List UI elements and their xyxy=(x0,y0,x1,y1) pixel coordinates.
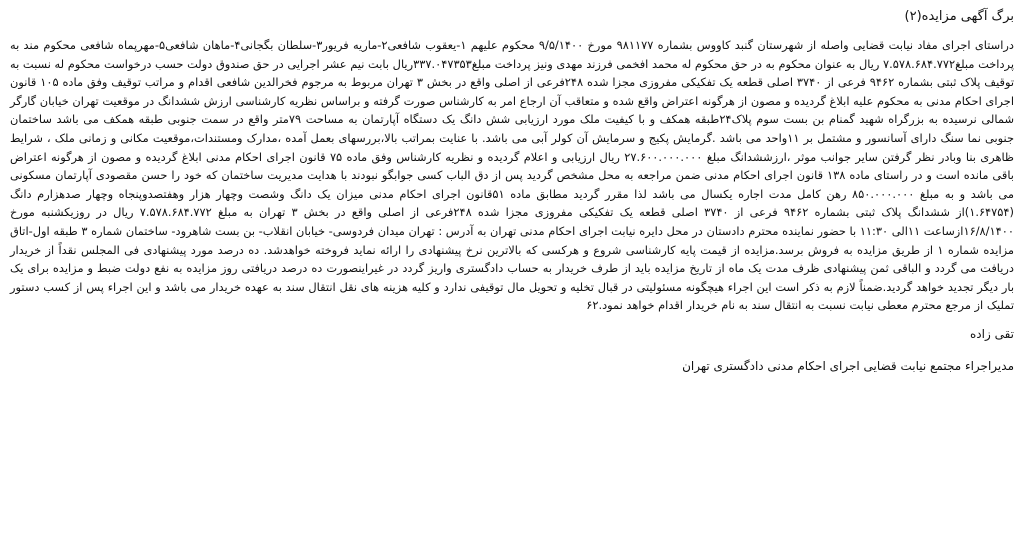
notice-body: دراستای اجرای مفاد نیابت قضایی واصله از شهرستان گنبد کاووس بشماره ۹۸۱۱۷۷ مورخ ۹/۵/۱۴۰۰ محکوم علیهم ۱-یعقوب شافعی۲-ماریه فریور۳-سلطان بگجانی۴-ماهان شافعی۵-مهرپماه شافعی محکوم مند به پرداخت مبلغ۷.۵۷۸.۶۸۴.۷۷۲ ریال به عنوان محکوم به در حق محکوم له محمد افخمی فرزند مهدی ونیز پرداخت مبلغ۳۳۷.۰۴۷۳۵۳ریال بابت نیم عشر اجرایی در حق صندوق دولت حسب درخواست محکوم له نسبت به توقیف پلاک ثبتی بشماره ۹۴۶۲ فرعی از ۳۷۴۰ اصلی قطعه یک تفکیکی مفروزی مجزا شده ۲۴۸فرعی از اصلی واقع در بخش ۳ تهران مربوط به مرجوم فخرالدین شافعی اقدام و مراتب توقیف وفق ماده ۱۰۵ قانون اجرای احکام مدنی به محکوم علیه ابلاغ گردیده و مصون از هرگونه اعتراض واقع شده و متعاقب آن ارجاع امر به کارشناس صورت گرفته و براساس نظریه کارشناسی ارزش ششدانگ در موقعیت تهران خیابان گارگر شمالی نرسیده به بزرگراه شهید گمنام بن بست سوم پلاک۲۴طبقه همکف و با کیفیت ملک مورد ارزیابی شش دانگ یک دستگاه آپارتمان به مساحت ۷۹متر واقع در سمت جنوبی طبقه همکف می باشد ساختمان جنوبی نما سنگ دارای آسانسور و مشتمل بر ۱۱واحد می باشد .گرمایش پکیج و سرمایش آن کولر آبی می باشد. با عنایت بمراتب بالا،بررسهای بعمل آمده ،مدارک ومستندات،موقعیت مکانی و زمانی ملک ، شرایط ظاهری بنا وبادر نظر گرفتن سایر جوانب موثر ،ارزششدانگ مبلغ ۲۷.۶۰۰.۰۰۰.۰۰۰ ریال ارزیابی و اعلام گردیده و نظریه کارشناس وفق ماده ۷۵ قانون اجرای احکام مدنی ابلاغ گردیده و مصون از هرگونه اعتراض باقی مانده است و در راستای ماده ۱۳۸ قانون اجرای احکام مدنی ضمن مراجعه به محل مشخص گردید پس از دق الباب کسی جوابگو نبودند با هدایت مدیریت ساختمان که خود را حسن مقصودی آپارتمان مسکونی می باشد و به مبلغ ۸۵۰.۰۰۰.۰۰۰ رهن کامل مدت اجاره یکسال می باشد لذا مقرر گردید مطابق ماده ۵۱قانون اجرای احکام مدنی میزان یک دانگ وشصت وچهار هزار وهفتصدوپنجاه وچهار صدهزارم دانگ (۱.۶۴۷۵۴)از ششدانگ پلاک ثبتی بشماره ۹۴۶۲ فرعی از ۳۷۴۰ اصلی قطعه یک تفکیکی مفروزی مجزا شده ۲۴۸فرعی از اصلی واقع در بخش ۳ تهران به مبلغ ۷.۵۷۸.۶۸۴.۷۷۲ ریال در روزیکشنبه مورخ ۱۶/۸/۱۴۰۰ازساعت ۱۱الی ۱۱:۳۰ با حضور نماینده محترم دادستان در محل دایره نیابت اجرای احکام مدنی تهران به آدرس : تهران میدان فردوسی- خیابان انقلاب- بن بست شاهرود- ساختمان شماره ۳ طبقه اول-اتاق مزایده شماره ۱ از طریق مزایده به فروش برسد.مزایده از قیمت پایه کارشناسی شروع و هرکسی که بالاترین نرخ پیشنهادی را ارائه نماید فروخته خواهدشد. ده درصد مورد پیشنهادی فی المجلس نقداً از خریدار دریافت می گردد و الباقی ثمن پیشنهادی ظرف مدت یک ماه از تاریخ مزایده باید از طرف خریدار به حساب دادگستری واریز گردد در غیراینصورت ده درصد دریافتی روز مزایده به نفع دولت ضبط و مزایده برای یک بار دیگر تجدید خواهد گردید.ضمناً لازم به ذکر است این اجراء هیچگونه مسئولیتی در قبال تخلیه و تحویل مال توقیفی ندارد و کلیه هزینه های نقل انتقال سند به عهده خریدار می باشد و این اجراء پس از کسب دستور تملیک از مرجع محترم معطی نیابت نسبت به انتقال سند به نام خریدار اقدام خواهد نمود.۶۲ xyxy=(10,38,1015,313)
signatory-title: مدیراجراء مجتمع نیابت قضایی اجرای احکام مدنی دادگستری تهران xyxy=(682,358,1014,373)
signatory-name: تقی زاده xyxy=(970,326,1014,341)
notice-title: برگ آگهی مزایده(۲) xyxy=(904,9,1014,24)
signature-block xyxy=(10,325,1014,375)
